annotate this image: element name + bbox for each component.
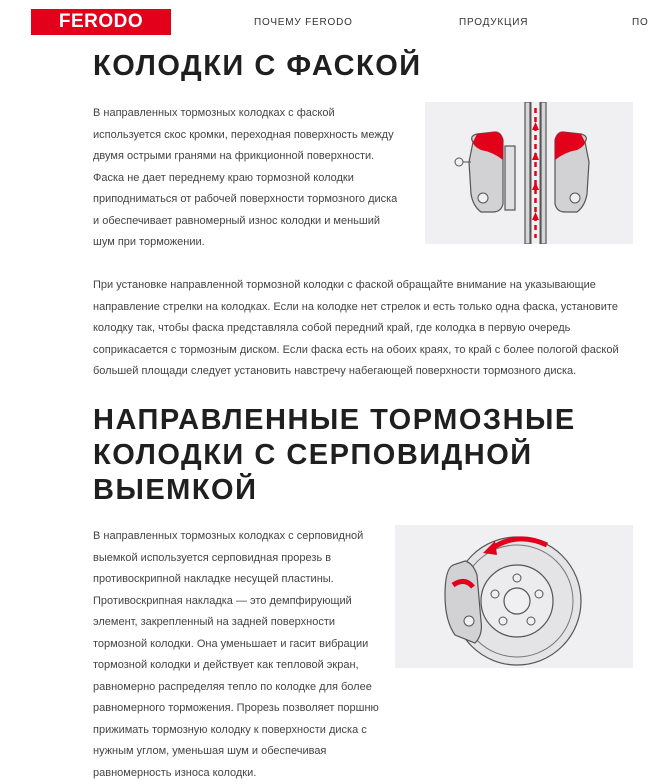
crescent-slot-illustration <box>395 525 633 668</box>
caliper-pad <box>445 561 481 643</box>
lug-hole <box>513 574 521 582</box>
up-arrow-icon <box>532 212 539 220</box>
lug-hole <box>535 590 543 598</box>
site-header <box>0 0 650 44</box>
section1-paragraph-1: В направленных тормозных колодках с фаской используется скос кромки, переходная поверхность между двумя острыми гранями на фрикционной поверхности. Фаска не дает переднему краю тормозной колодки приподниматься от рабочей поверхности тормозного диска и обеспечивает равномерный износ колодки и меньший шум при торможении. <box>93 107 398 248</box>
chamfer-pads-diagram <box>425 102 633 244</box>
lug-hole <box>527 617 535 625</box>
section2-paragraph-1: В направленных тормозных колодках с серповидной выемкой используется серповидная прорезь в противоскрипной накладке несущей пластины. Противоскрипная накладка — это демпфирующий элемент, закрепленный на задней поверхности тормозной колодки. Она уменьшает и гасит вибрации тормозной колодки и действует как тепловой экран, равномерно распределяя тепло по колодке для более равномерного торможения. Прорезь позволяет поршню прижимать тормозную колодку к поверхности диска с нужным углом, уменьшая шум и обеспечивая равномерность износа колодки. <box>93 530 379 779</box>
section1-title: КОЛОДКИ С ФАСКОЙ <box>93 50 422 82</box>
ferodo-logo[interactable] <box>31 9 171 35</box>
lug-hole <box>491 590 499 598</box>
disc-face-left <box>525 102 530 244</box>
up-arrow-icon <box>532 182 539 190</box>
nav-why-ferodo[interactable]: ПОЧЕМУ FERODO <box>254 17 353 28</box>
logo-text: FERODO <box>58 11 144 32</box>
section1-paragraph-2: При установке направленной тормозной колодки с фаской обращайте внимание на указывающие направление стрелки на колодках. Если на колодке нет стрелок и есть только одна фаска, установите колодку так, чтобы фаска представляла собой передний край, где колодка в первую очередь соприкасается с тормозным диском. Если фаска есть на обоих краях, то край с более пологой фаской большей площади следует установить навстречу набегающей поверхности тормозного диска. <box>93 279 619 377</box>
section2-title: НАПРАВЛЕННЫЕ ТОРМОЗНЫЕ КОЛОДКИ С СЕРПОВИДНОЙ ВЫЕМКОЙ <box>93 404 576 506</box>
up-arrow-icon <box>532 152 539 160</box>
left-brake-pad <box>455 132 515 212</box>
crescent-slot-diagram <box>395 525 633 668</box>
lug-hole <box>499 617 507 625</box>
right-brake-pad <box>543 132 589 212</box>
nav-products[interactable]: ПРОДУКЦИЯ <box>459 17 529 28</box>
hub-center <box>504 588 530 614</box>
nav-cut-off[interactable]: ПО <box>632 17 649 28</box>
chamfer-pads-illustration <box>425 102 633 244</box>
up-arrow-icon <box>532 122 539 130</box>
